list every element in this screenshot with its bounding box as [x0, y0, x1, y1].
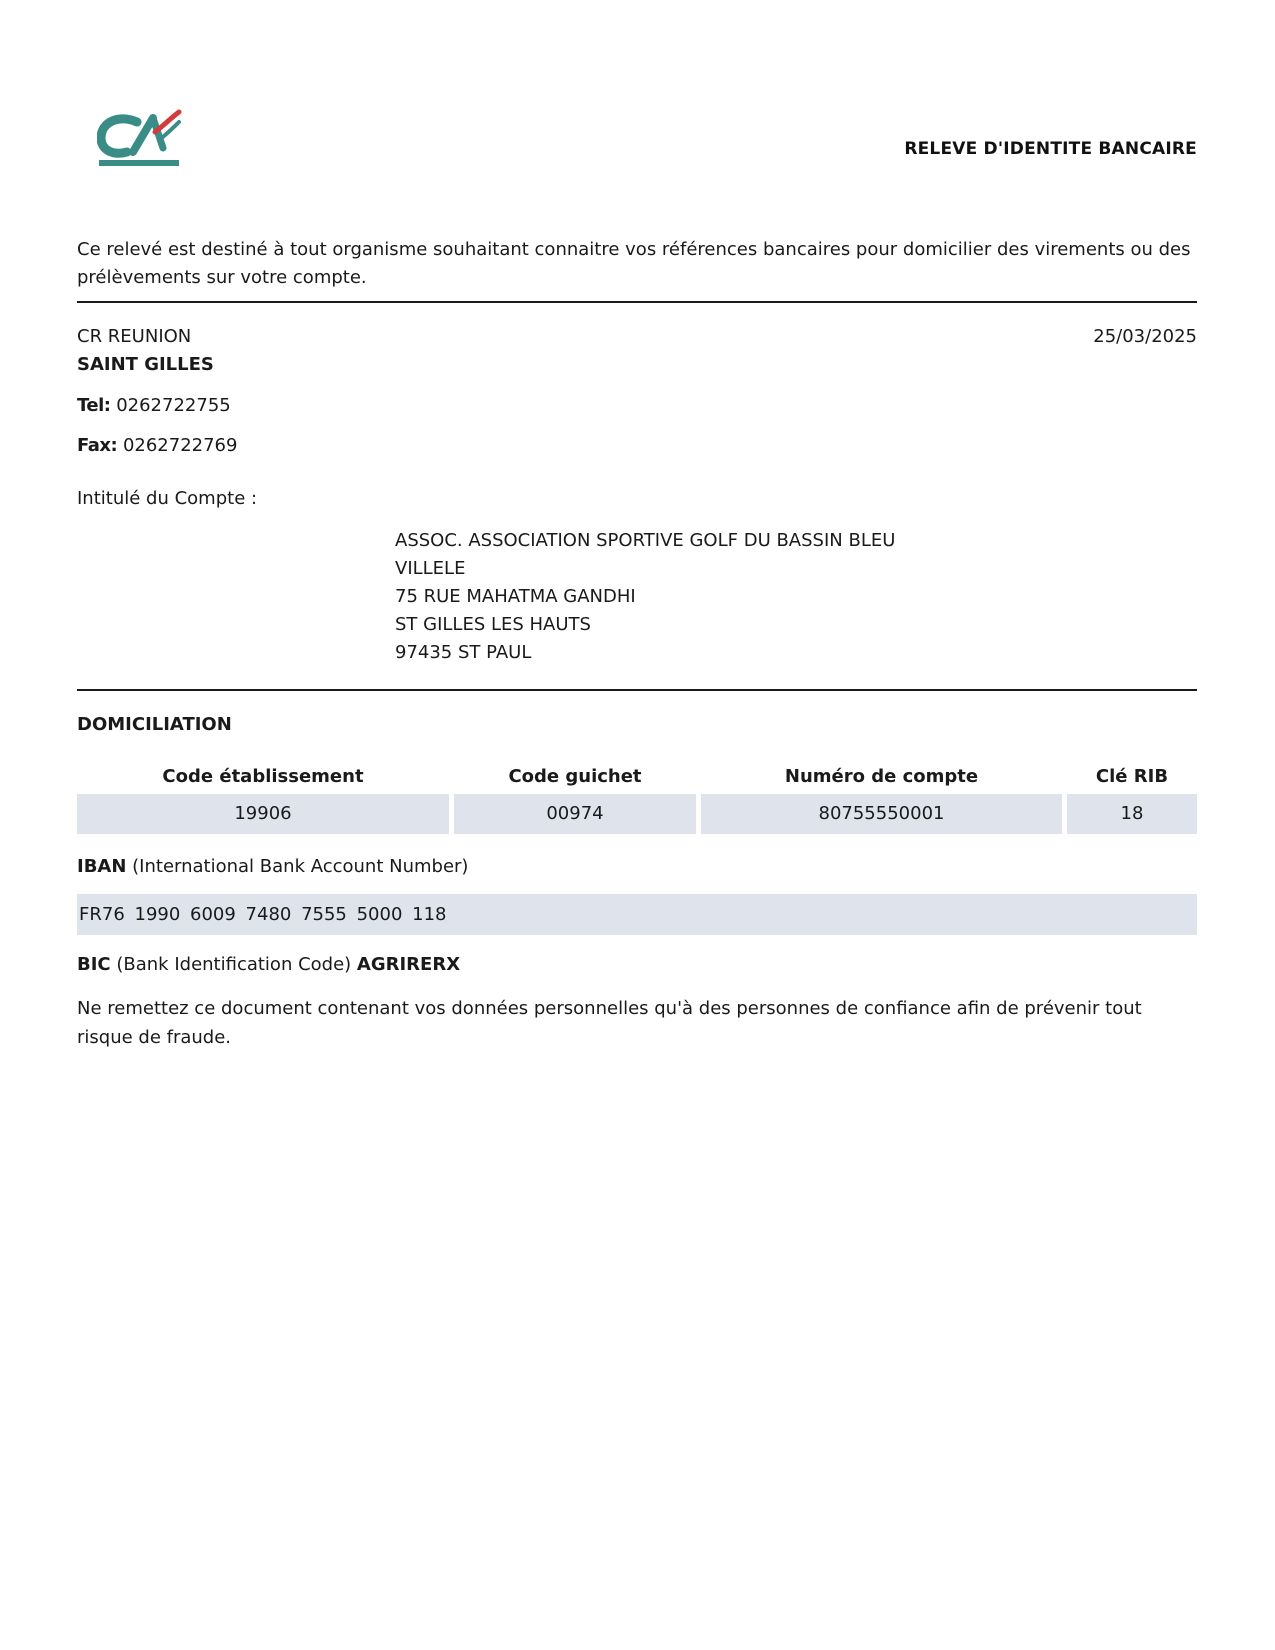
- agency-fax: [77, 435, 237, 456]
- header-numero-compte: Numéro de compte: [784, 766, 979, 787]
- credit-agricole-logo: [97, 108, 183, 170]
- iban-description: (International Bank Account Number): [132, 856, 469, 877]
- bic-value: AGRIRERX: [356, 954, 461, 975]
- agency-phone: [77, 395, 231, 416]
- fax-label: Fax:: [77, 435, 118, 456]
- document-date: 25/03/2025: [1093, 326, 1197, 347]
- value-code-etablissement: 19906: [77, 794, 449, 834]
- value-numero-compte: 80755550001: [701, 794, 1062, 834]
- rib-table: [77, 760, 1197, 834]
- address-line: VILLELE: [395, 558, 466, 579]
- address-line: 75 RUE MAHATMA GANDHI: [395, 586, 636, 607]
- address-line: ST GILLES LES HAUTS: [395, 614, 591, 635]
- fax-value: 0262722769: [122, 435, 238, 456]
- intro-text: Ce relevé est destiné à tout organisme souhaitant connaitre vos références bancaires pour domicilier des virements ou des prélèvements sur votre compte.: [77, 239, 1191, 288]
- account-holder-label: Intitulé du Compte :: [77, 488, 258, 509]
- domiciliation-title: DOMICILIATION: [77, 714, 232, 735]
- header-cle-rib: Clé RIB: [1095, 766, 1169, 787]
- document-title: RELEVE D'IDENTITE BANCAIRE: [904, 139, 1197, 159]
- account-holder-address: [395, 527, 895, 667]
- fraud-warning: Ne remettez ce document contenant vos données personnelles qu'à des personnes de confiance afin de prévenir tout risque de fraude.: [77, 998, 1142, 1048]
- phone-value: 0262722755: [116, 395, 231, 416]
- iban-label-line: [77, 856, 468, 877]
- value-code-guichet: 00974: [454, 794, 696, 834]
- rib-header-row: [77, 760, 1197, 794]
- address-line: ASSOC. ASSOCIATION SPORTIVE GOLF DU BASSIN BLEU: [395, 530, 896, 551]
- header-code-guichet: Code guichet: [508, 766, 642, 787]
- iban-field: [77, 894, 1197, 935]
- iban-value: FR76 1990 6009 7480 7555 5000 118: [79, 904, 447, 925]
- divider: [77, 301, 1197, 303]
- iban-label: IBAN: [77, 856, 127, 877]
- divider: [77, 689, 1197, 691]
- agency-name: CR REUNION: [77, 326, 192, 347]
- header-code-etablissement: Code établissement: [162, 766, 364, 787]
- rib-value-row: [77, 794, 1197, 834]
- bic-line: [77, 954, 460, 975]
- address-line: 97435 ST PAUL: [395, 642, 532, 663]
- value-cle-rib: 18: [1067, 794, 1197, 834]
- bic-description: (Bank Identification Code): [116, 954, 352, 975]
- phone-label: Tel:: [77, 395, 111, 416]
- rib-document: [77, 0, 1197, 1650]
- bic-label: BIC: [77, 954, 111, 975]
- branch-name: SAINT GILLES: [77, 354, 214, 375]
